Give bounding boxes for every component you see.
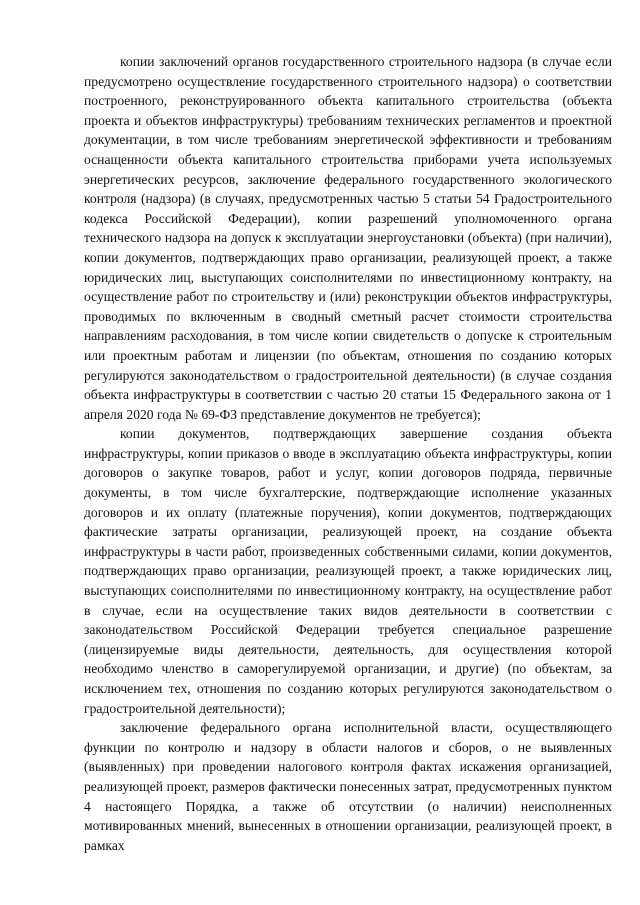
- paragraph-tax-authority-conclusion: заключение федерального органа исполнительной власти, осуществляющего функции по контролю и надзору в области налогов и сборов, о не выявленных (выявленных) при проведении налогового контроля фактах искажения организацией, реализующей проект, размеров фактически понесенных затрат, предусмотренных пунктом 4 настоящего Порядка, а также об отсутствии (о наличии) неисполненных мотивированных мнений, вынесенных в отношении организации, реализующей проект, в рамках: [84, 720, 612, 853]
- paragraph-infrastructure-completion: копии документов, подтверждающих завершение создания объекта инфраструктуры, копии приказов о вводе в эксплуатацию объекта инфраструктуры, копии договоров о закупке товаров, работ и услуг, копии договоров подряда, первичные документы, в том числе бухгалтерские, подтверждающие исполнение указанных договоров и их оплату (платежные поручения), копии документов, подтверждающих фактические затраты организации, реализующей проект, на создание объекта инфраструктуры в части работ, произведенных собственными силами, копии документов, подтверждающих право организации, реализующей проект, а также юридических лиц, выступающих соисполнителями по инвестиционному контракту, на осуществление работ в случае, если на осуществление таких видов деятельности в соответствии с законодательством Российской Федерации требуется специальное разрешение (лицензируемые виды деятельности, деятельность, для осуществления которой необходимо членство в саморегулируемой организации, и другие) (по объектам, за исключением тех, отношения по созданию которых регулируются законодательством о градостроительной деятельности);: [84, 426, 612, 716]
- paragraph-construction-supervision: копии заключений органов государственного строительного надзора (в случае если предусмотрено осуществление государственного строительного надзора) о соответствии построенного, реконструированного объекта капитального строительства (объекта проекта и объектов инфраструктуры) требованиям технических регламентов и проектной документации, в том числе требованиям энергетической эффективности и требованиям оснащенности объекта капитального строительства приборами учета используемых энергетических ресурсов, заключение федерального государственного экологического контроля (надзора) (в случаях, предусмотренных частью 5 статьи 54 Градостроительного кодекса Российской Федерации), копии разрешений уполномоченного органа технического надзора на допуск к эксплуатации энергоустановки (объекта) (при наличии), копии документов, подтверждающих право организации, реализующей проект, а также юридических лиц, выступающих соисполнителями по инвестиционному контракту, на осуществление работ по строительству и (или) реконструкции объектов инфраструктуры, проводимых по включенным в сводный сметный расчет стоимости строительства направлениям расходования, в том числе копии свидетельств о допуске к строительным или проектным работам и лицензии (по объектам, отношения по созданию которых регулируются законодательством о градостроительной деятельности) (в случае создания объекта инфраструктуры в соответствии с частью 20 статьи 15 Федерального закона от 1 апреля 2020 года № 69-ФЗ представление документов не требуется);: [84, 54, 612, 422]
